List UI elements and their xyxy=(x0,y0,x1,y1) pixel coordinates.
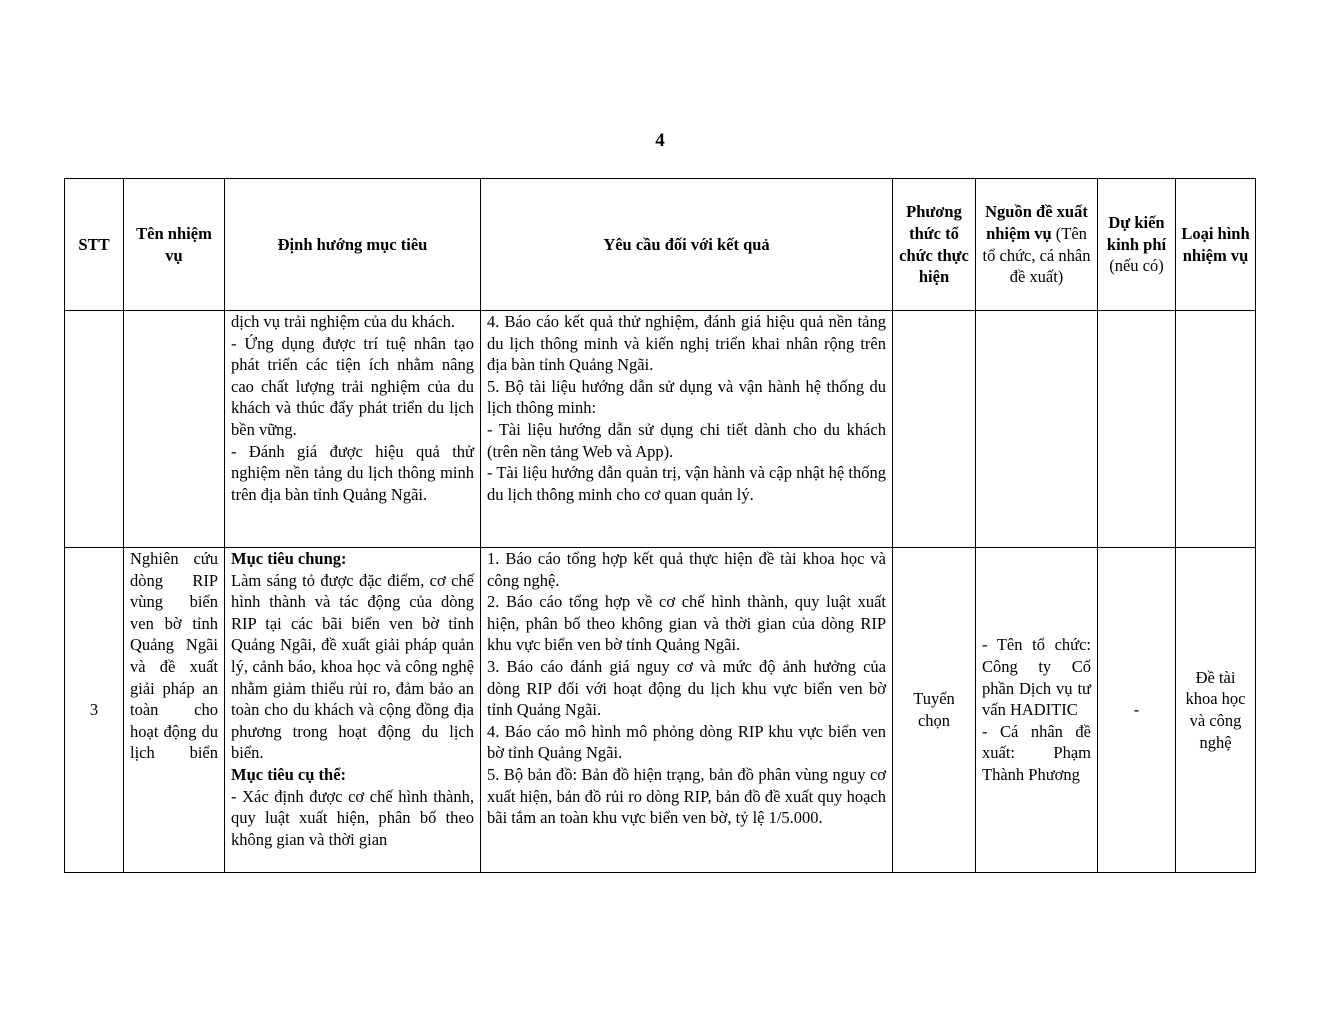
dinh-huong-line: - Đánh giá được hiệu quả thử nghiệm nền tảng du lịch thông minh trên địa bàn tỉnh Quảng Ngãi. xyxy=(231,441,474,504)
yeu-cau-line: 2. Báo cáo tổng hợp về cơ chế hình thành, quy luật xuất hiện, phân bố theo không gian và thời gian của dòng RIP khu vực biển ven bờ tỉnh Quảng Ngãi. xyxy=(487,592,886,655)
yeu-cau-line: 4. Báo cáo kết quả thử nghiệm, đánh giá hiệu quả nền tảng du lịch thông minh và kiến nghị triển khai nhân rộng trên địa bàn tỉnh Quảng Ngãi. xyxy=(487,312,886,375)
yeu-cau-line: 4. Báo cáo mô hình mô phỏng dòng RIP khu vực biển ven bờ tỉnh Quảng Ngãi. xyxy=(487,721,886,763)
cell-nguon-de-xuat xyxy=(976,548,1098,873)
table-row-continued xyxy=(65,311,1256,548)
muc-tieu-chung-label: Mục tiêu chung: xyxy=(231,549,347,568)
cell-phuong-thuc: Tuyển chọn xyxy=(893,548,976,873)
header-row xyxy=(65,179,1256,311)
nguon-line: - Tên tổ chức: Công ty Cổ phần Dịch vụ tư vấn HADITIC xyxy=(982,635,1091,720)
dinh-huong-line: - Ứng dụng được trí tuệ nhân tạo phát triển các tiện ích nhằm nâng cao chất lượng trải nghiệm của du khách và thúc đẩy phát triển du lịch bền vững. xyxy=(231,333,474,439)
yeu-cau-line: 1. Báo cáo tổng hợp kết quả thực hiện đề tài khoa học và công nghệ. xyxy=(487,549,886,590)
yeu-cau-line: 5. Bộ bản đồ: Bản đồ hiện trạng, bản đồ phân vùng nguy cơ xuất hiện, bản đồ rủi ro dòng RIP, bản đồ đề xuất quy hoạch bãi tắm an toàn khu vực biển ven bờ, tỷ lệ 1/5.000. xyxy=(487,764,886,828)
header-stt: STT xyxy=(65,179,124,311)
nguon-line: - Cá nhân đề xuất: Phạm Thành Phương xyxy=(982,721,1091,784)
header-du-kien-kinh-phi-main: Dự kiến kinh phí xyxy=(1106,213,1167,254)
yeu-cau-line: 5. Bộ tài liệu hướng dẫn sử dụng và vận hành hệ thống du lịch thông minh: xyxy=(487,376,886,418)
header-loai-hinh: Loại hình nhiệm vụ xyxy=(1176,179,1256,311)
cell-nguon-empty xyxy=(976,311,1098,548)
yeu-cau-line: - Tài liệu hướng dẫn quản trị, vận hành và cập nhật hệ thống du lịch thông minh cho cơ quan quản lý. xyxy=(487,463,886,504)
cell-loai-hinh: Đề tài khoa học và công nghệ xyxy=(1176,548,1256,873)
muc-tieu-cu-the-text: - Xác định được cơ chế hình thành, quy luật xuất hiện, phân bố theo không gian và thời gian xyxy=(231,786,474,849)
cell-loai-hinh-empty xyxy=(1176,311,1256,548)
page-number: 4 xyxy=(655,130,665,151)
muc-tieu-chung-text: Làm sáng tỏ được đặc điểm, cơ chế hình thành và tác động của dòng RIP tại các bãi biển ven bờ tỉnh Quảng Ngãi, đề xuất giải pháp quản lý, cảnh báo, khoa học và công nghệ nhằm giảm thiểu rủi ro, đảm bảo an toàn cho du khách và cộng đồng địa phương trong hoạt động du lịch biển. xyxy=(231,570,474,763)
cell-dinh-huong xyxy=(225,311,481,548)
cell-ten-empty xyxy=(124,311,225,548)
header-nguon-de-xuat-main: Nguồn đề xuất nhiệm vụ xyxy=(985,202,1088,243)
header-du-kien-kinh-phi-sub: (nếu có) xyxy=(1109,256,1164,276)
table-row-3 xyxy=(65,548,1256,873)
cell-du-kien-kinh-phi: - xyxy=(1098,548,1176,873)
header-nguon-de-xuat-sub: (Tên tổ chức, cá nhân đề xuất) xyxy=(982,223,1091,287)
cell-stt-empty xyxy=(65,311,124,548)
dinh-huong-line: dịch vụ trải nghiệm của du khách. xyxy=(231,312,456,331)
yeu-cau-line: - Tài liệu hướng dẫn sử dụng chi tiết dành cho du khách (trên nền tảng Web và App). xyxy=(487,419,886,461)
header-du-kien-kinh-phi xyxy=(1098,179,1176,311)
task-table xyxy=(64,178,1256,873)
cell-yeu-cau-3 xyxy=(481,548,893,873)
header-ten-nhiem-vu: Tên nhiệm vụ xyxy=(124,179,225,311)
muc-tieu-cu-the-label: Mục tiêu cụ thể: xyxy=(231,764,347,784)
header-nguon-de-xuat xyxy=(976,179,1098,311)
header-phuong-thuc: Phương thức tổ chức thực hiện xyxy=(893,179,976,311)
header-dinh-huong: Định hướng mục tiêu xyxy=(225,179,481,311)
cell-ten-nhiem-vu: Nghiên cứu dòng RIP vùng biển ven bờ tỉnh Quảng Ngãi và đề xuất giải pháp an toàn cho hoạt động du lịch biển xyxy=(124,548,225,873)
yeu-cau-line: 3. Báo cáo đánh giá nguy cơ và mức độ ảnh hưởng của dòng RIP đối với hoạt động du lịch khu vực biển ven bờ tỉnh Quảng Ngãi. xyxy=(487,656,886,720)
cell-kinh-phi-empty xyxy=(1098,311,1176,548)
header-yeu-cau: Yêu cầu đối với kết quả xyxy=(481,179,893,311)
cell-dinh-huong-3 xyxy=(225,548,481,873)
cell-stt: 3 xyxy=(65,548,124,873)
cell-yeu-cau xyxy=(481,311,893,548)
cell-phuong-thuc-empty xyxy=(893,311,976,548)
